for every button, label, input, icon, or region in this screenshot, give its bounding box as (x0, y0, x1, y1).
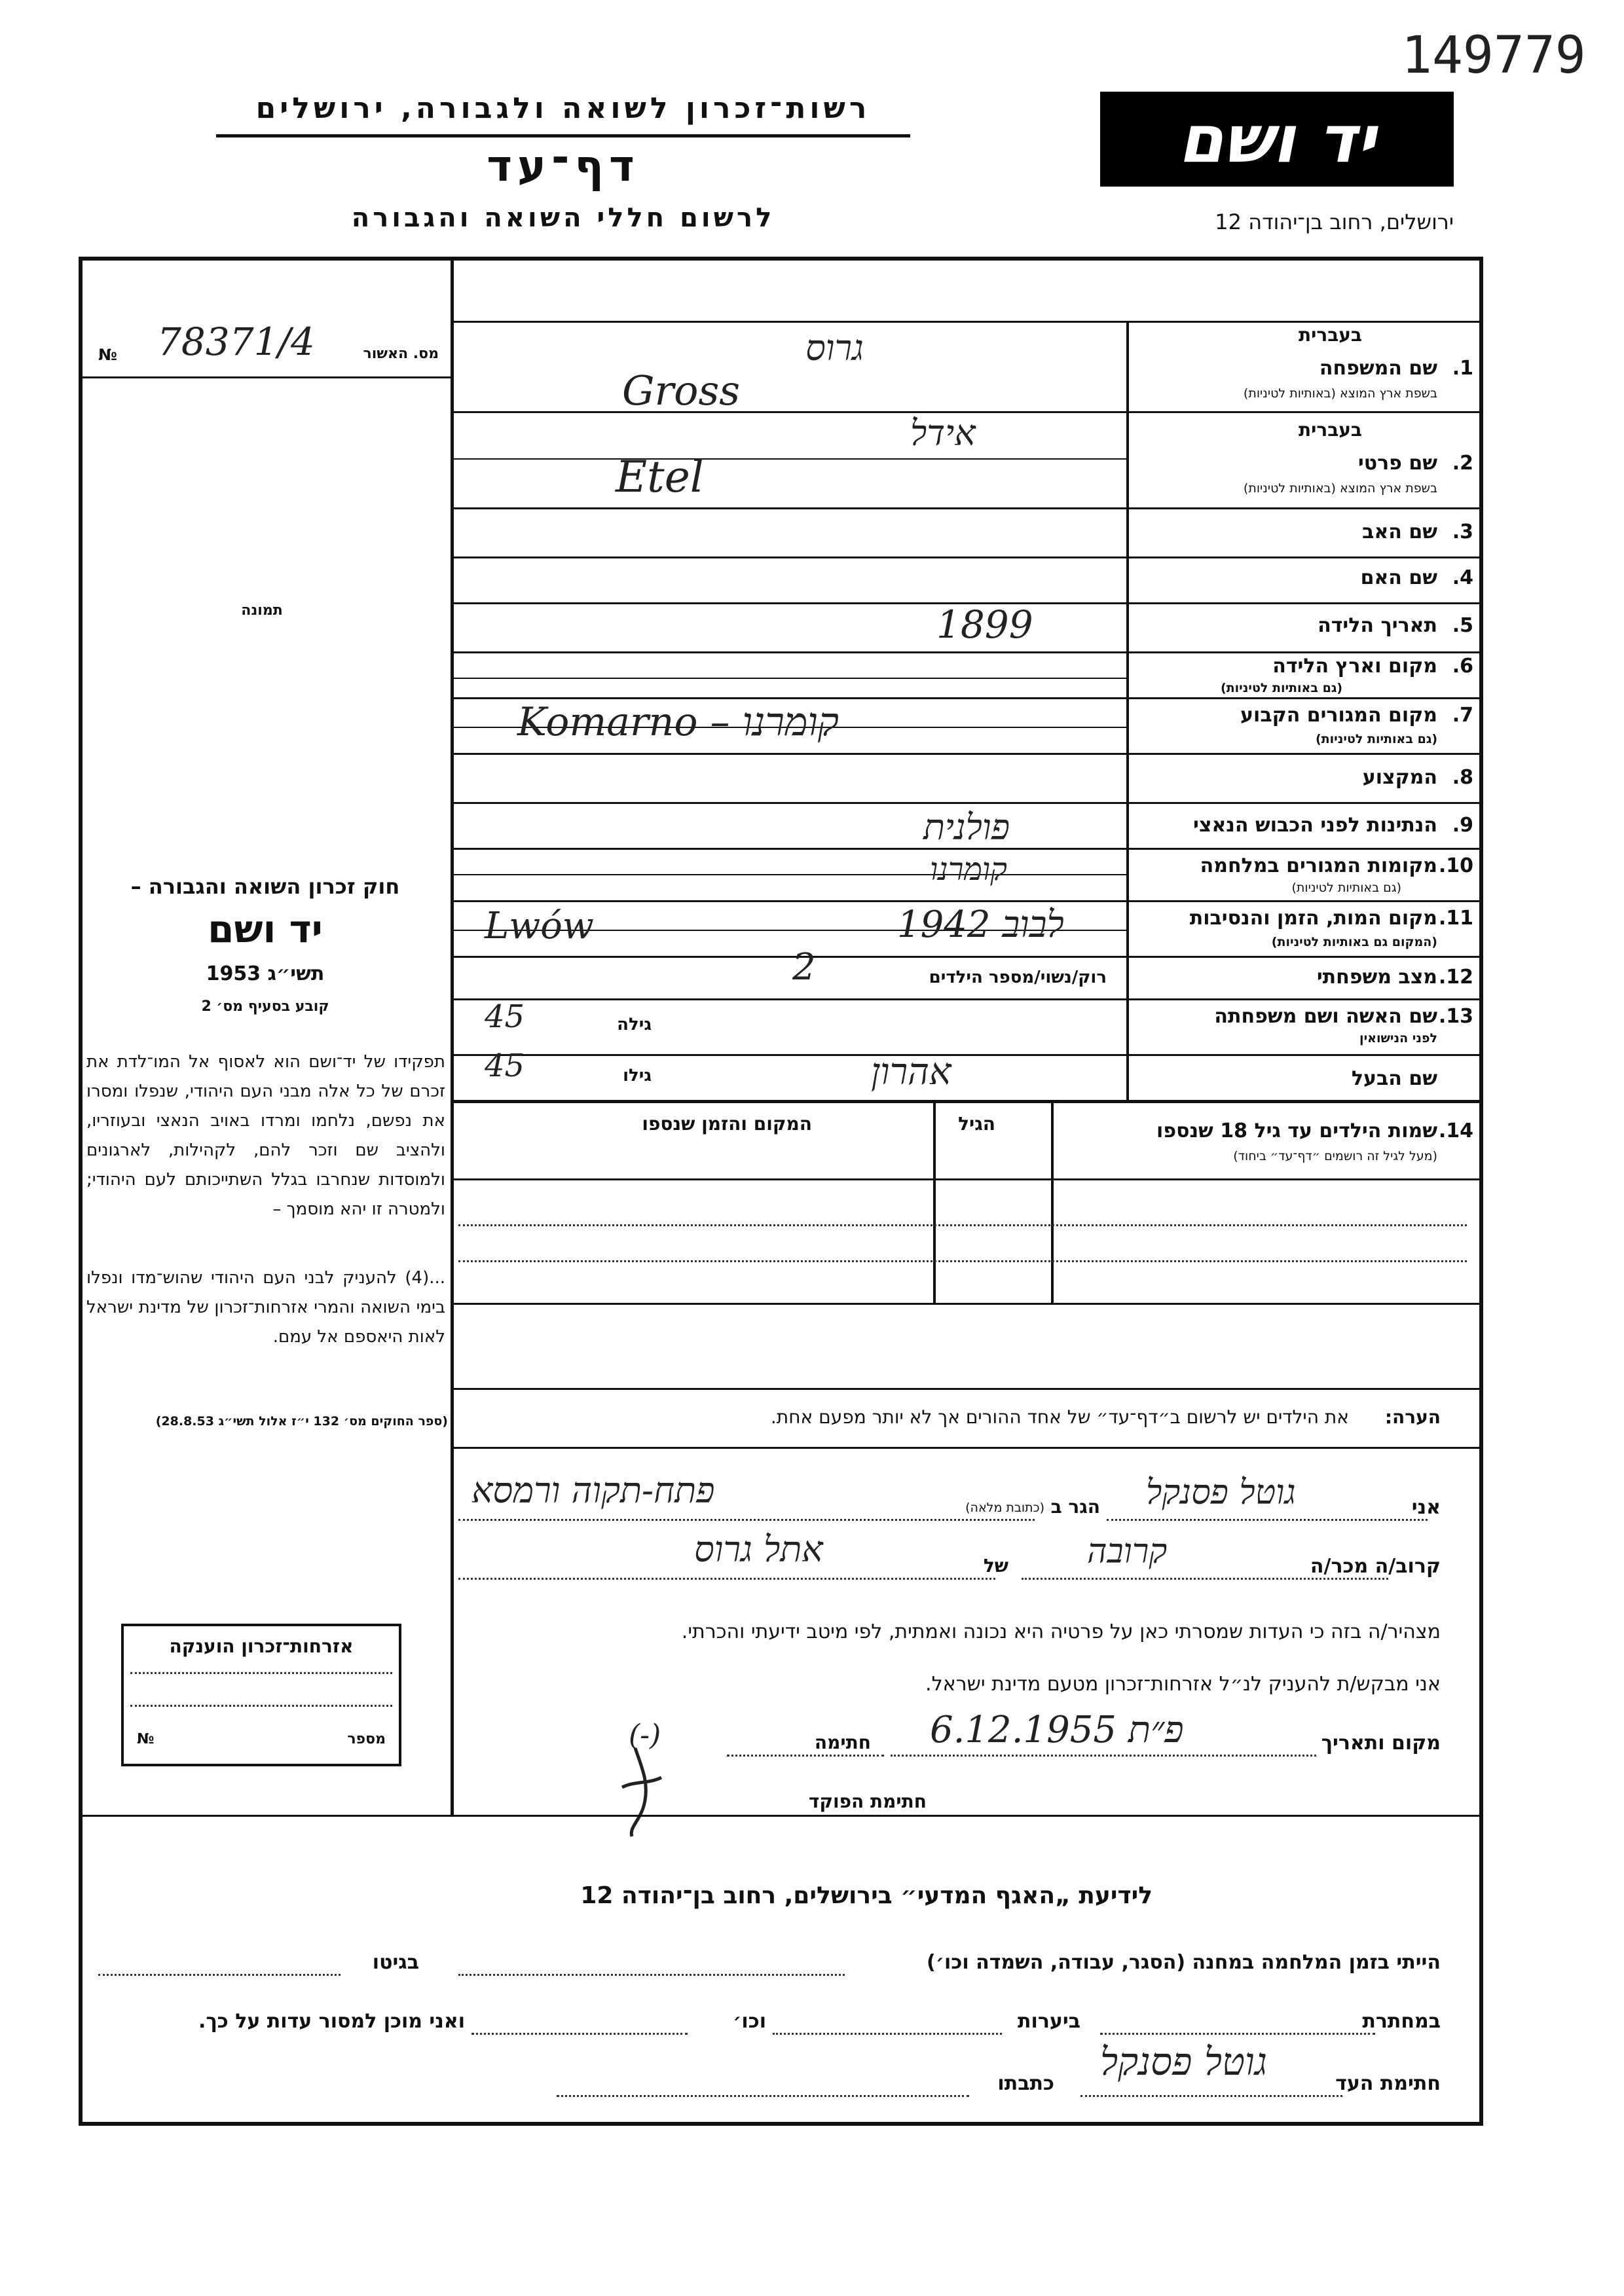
citizenship-number-label: מספר (347, 1731, 386, 1747)
field-5-label: תאריך הלידה (1318, 614, 1437, 637)
children-num: 14. (1438, 1120, 1473, 1142)
field-2-label: שם פרטי (1357, 452, 1437, 475)
relation-value: קרובה (1087, 1532, 1168, 1571)
field-8-label: המקצוע (1362, 766, 1437, 789)
of-label: של (983, 1555, 1008, 1576)
field-2-sub: בשפת ארץ המוצא (באותיות לטיניות) (1243, 481, 1437, 496)
field-6-sub: (גם באותיות לטיניות) (1220, 681, 1342, 695)
children-place-col: המקום והזמן שנספו (642, 1113, 812, 1135)
photo-label: תמונה (241, 602, 283, 619)
field-4-label: שם האם (1360, 566, 1437, 589)
form-title: דף־עד (487, 141, 640, 191)
wife-age-value: 45 (485, 998, 525, 1035)
field-11-sub: (המקום גם באותיות לטיניות) (1271, 935, 1437, 949)
note-label: הערה: (1384, 1406, 1441, 1428)
place-date-label: מקום ותאריך (1321, 1732, 1441, 1755)
birth-date-value: 1899 (936, 602, 1033, 647)
field-1-lang: בעברית (1298, 324, 1362, 346)
archive-number: 149779 (1401, 26, 1586, 85)
nationality-value: פולנית (923, 807, 1010, 848)
signature-scribble (616, 1741, 668, 1842)
field-11-num: 11. (1438, 907, 1473, 930)
firstname-hebrew: אידל (910, 412, 976, 454)
field-12-sub: רוק/נשוי/מספר הילדים (929, 968, 1107, 987)
field-8-num: 8. (1452, 766, 1473, 789)
field-7-label: מקום המגורים הקבוע (1240, 704, 1437, 727)
declaration-text: מצהיר/ה בזה כי העדות שמסרתי כאן על פרטיה היא נכונה ואמתית, לפי מיטב ידיעתי והכרתי. (681, 1620, 1441, 1643)
field-10-num: 10. (1438, 854, 1473, 877)
field-2-lang: בעברית (1298, 419, 1362, 441)
citizenship-box (121, 1624, 401, 1766)
declarant-i-label: אני (1411, 1496, 1441, 1519)
cert-label: מס. האשור (363, 346, 439, 362)
husband-label: שם הבעל (1351, 1067, 1437, 1090)
field-11-label: מקום המות, הזמן והנסיבות (1189, 907, 1437, 930)
field-13-num: 13. (1438, 1005, 1473, 1028)
authority-title: רשות־זכרון לשואה ולגבורה, ירושלים (255, 92, 871, 125)
law-ref: (ספר החוקים מס׳ 132 י״ז אלול תשי״ג 28.8.53) (155, 1414, 448, 1429)
husband-age-label: גילו (623, 1066, 652, 1085)
children-sub: (מעל לגיל זה רושמים ״דף־עד״ ביחוד) (1233, 1149, 1437, 1163)
field-9-label: הנתינות לפני הכבוש הנאצי (1193, 814, 1437, 837)
field-5-num: 5. (1452, 614, 1473, 637)
wartime-residence-value: קומרנו (930, 851, 1007, 888)
law-name: יד ושם (208, 907, 323, 951)
note-text: את הילדים יש לרשום ב״דף־עד״ של אחד ההורים אך לא יותר מפעם אחת. (770, 1406, 1349, 1428)
field-7-sub: (גם באותיות לטיניות) (1315, 732, 1437, 746)
field-9-num: 9. (1452, 814, 1473, 837)
declarant-address: פתח-תקוה ורמסא (471, 1470, 715, 1511)
relation-label: קרוב/ה מכר/ה (1310, 1555, 1441, 1578)
place-date-value: פ״ת 6.12.1955 (930, 1709, 1184, 1751)
underground-label: במחתרת (1362, 2010, 1441, 2033)
ghetto-label: בגיטו (372, 1951, 419, 1974)
resides-label: הגר ב (1050, 1496, 1100, 1518)
field-2-num: 2. (1452, 452, 1473, 475)
husband-age-value: 45 (485, 1048, 525, 1084)
children-age-col: הגיל (958, 1113, 995, 1135)
children-count-value: 2 (792, 946, 816, 989)
address: ירושלים, רחוב בן־יהודה 12 (1215, 210, 1454, 234)
citizenship-box-title: אזרחות־זכרון הוענקה (169, 1635, 354, 1657)
law-year: תשי״ג 1953 (206, 962, 325, 985)
field-3-num: 3. (1452, 520, 1473, 543)
citizenship-no-symbol: № (137, 1731, 155, 1747)
field-6-num: 6. (1452, 655, 1473, 678)
address-hint: (כתובת מלאה) (965, 1501, 1044, 1515)
cert-no-symbol: № (98, 346, 117, 364)
death-place-latin: Lwów (485, 905, 594, 947)
logo-text: יד ושם (1178, 101, 1376, 177)
officer-signature-label: חתימת הפוקד (808, 1791, 927, 1812)
field-1-label: שם המשפחה (1319, 357, 1437, 380)
witness-address-label: כתבתו (997, 2072, 1054, 2095)
form-subtitle: לרשום חללי השואה והגבורה (351, 203, 775, 233)
wife-age-label: גילה (617, 1015, 652, 1034)
surname-hebrew: גרוס (805, 327, 864, 369)
law-section: קובע בסעיף מס׳ 2 (201, 998, 329, 1015)
field-10-sub: (גם באותיות לטיניות) (1291, 881, 1401, 895)
etc-label: וכו׳ (733, 2010, 766, 2033)
science-line1: הייתי בזמן המלחמה במחנה (הסגר, עבודה, השמדה וכו׳) (927, 1951, 1441, 1974)
science-dept-title: לידיעת „האגף המדעי״ בירושלים, רחוב בן־יהודה 12 (580, 1882, 1153, 1909)
law-text-1: תפקידו של יד־ושם הוא לאסוף אל המו־לדת את זכרם של כל אלה מבני העם היהודי, שנפלו ומסרו את נפשם, נלחמו ומרדו באויב הנאצי ובעוזריו, ולהציב שם וזכר להם, לקהילות, לארגונים ולמוסדות שנחרבו בגלל השתייכותם לעם היהודי; ולמטרה זו יהא מוסמך – (86, 1052, 445, 1219)
field-13-label: שם האשה ושם משפחתה (1214, 1005, 1437, 1028)
field-3-label: שם האב (1362, 520, 1437, 543)
field-6-label: מקום וארץ הלידה (1272, 655, 1437, 678)
cert-value: 78371/4 (157, 319, 315, 364)
firstname-latin: Etel (616, 452, 704, 502)
field-7-num: 7. (1452, 704, 1473, 727)
witness-signature-label: חתימת העד (1335, 2072, 1441, 2095)
testimony-text: ואני מוכן למסור עדות על כך. (198, 2010, 465, 2033)
residence-value: Komarno – קומרנו (517, 699, 839, 745)
field-12-label: מצב משפחתי (1316, 966, 1437, 989)
field-1-num: 1. (1452, 357, 1473, 380)
field-12-num: 12. (1438, 966, 1473, 989)
surname-latin: Gross (622, 367, 741, 414)
signature-value: (-) (629, 1719, 661, 1752)
husband-name-value: אהרון (871, 1051, 951, 1093)
field-13-sub: לפני הנישואין (1359, 1031, 1437, 1046)
yad-vashem-logo (1100, 92, 1454, 187)
forests-label: ביערות (1018, 2010, 1080, 2033)
declarant-name: גוטל פסנקל (1146, 1473, 1296, 1512)
field-1-sub: בשפת ארץ המוצא (באותיות לטיניות) (1243, 386, 1437, 401)
field-10-label: מקומות המגורים במלחמה (1200, 854, 1437, 877)
law-text-2: ...(4) להעניק לבני העם היהודי שהוש־מדו ונפלו בימי השואה והמרי אזרחות־זכרון של מדינת ישראל לאות היאספם אל עמם. (86, 1268, 445, 1347)
children-label: שמות הילדים עד גיל 18 שנספו (1156, 1120, 1437, 1142)
signature-label: חתימה (814, 1732, 871, 1753)
witness-signature-value: גוטל פסנקל (1100, 2039, 1267, 2084)
law-title: חוק זכרון השואה והגבורה – (130, 874, 400, 899)
request-text: אני מבקש/ת להעניק לנ״ל אזרחות־זכרון מטעם מדינת ישראל. (925, 1673, 1441, 1696)
field-4-num: 4. (1452, 566, 1473, 589)
of-value: אתל גרוס (694, 1529, 823, 1570)
death-place-value: לבוב 1942 (897, 903, 1064, 946)
